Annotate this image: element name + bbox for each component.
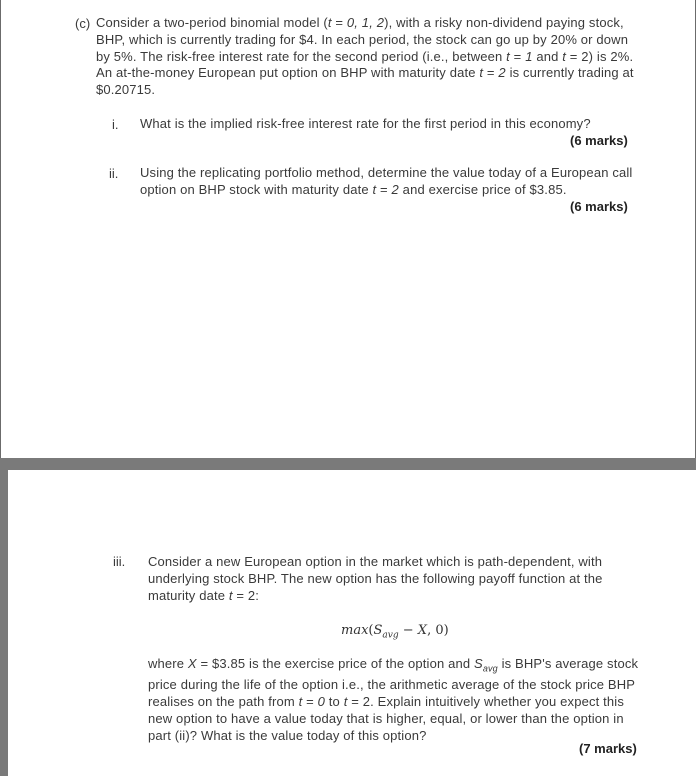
payoff-formula: $\max(S_{avg} - X$, 0): [341, 623, 449, 641]
question-i-text: What is the implied risk-free interest rate for the first period in this economy?: [140, 116, 591, 131]
intro-paragraph: Consider a two-period binomial model (t = 0, 1, 2), with a risky non-dividend paying stock, BHP, which is currently trading for $4. In each period, the stock can go up by 20% or down by 5%. The risk-free interest rate for the second period (i.e., between t = 1 and t = 2) is 2%. An at-the-money European put option on BHP with maturity date t = 2 is currently trading at $0.20715.: [96, 15, 634, 98]
page-2-sheet: [8, 470, 696, 776]
question-i-marks: (6 marks): [570, 133, 628, 148]
page-2: [0, 470, 696, 776]
question-iii-explanation: where X = $3.85 is the exercise price of the option and $S_{avg}$ is BHP's average stock price during the life of the option i.e., the arithmetic average of the stock price BHP realises on the path from t = 0 to t = 2. Explain intuitively whether you expect this new option to have a value today that is higher, equal, or lower than the option in part (ii)? What is the value today of this option?: [148, 656, 639, 743]
question-iii-text: Consider a new European option in the market which is path-dependent, with underlying stock BHP. The new option has the following payoff function at the maturity date t = 2:: [148, 554, 603, 603]
question-ii-marks: (6 marks): [570, 199, 628, 214]
question-iii-numeral: iii.: [113, 554, 126, 569]
question-i-numeral: i.: [112, 117, 119, 132]
question-iii-marks: (7 marks): [579, 741, 637, 756]
page-divider: [0, 458, 696, 470]
question-ii-text: Using the replicating portfolio method, determine the value today of a European call option on BHP stock with maturity date t = 2 and exercise price of $3.85.: [140, 165, 633, 197]
question-ii-numeral: ii.: [109, 166, 119, 181]
part-label: (c): [75, 16, 91, 31]
